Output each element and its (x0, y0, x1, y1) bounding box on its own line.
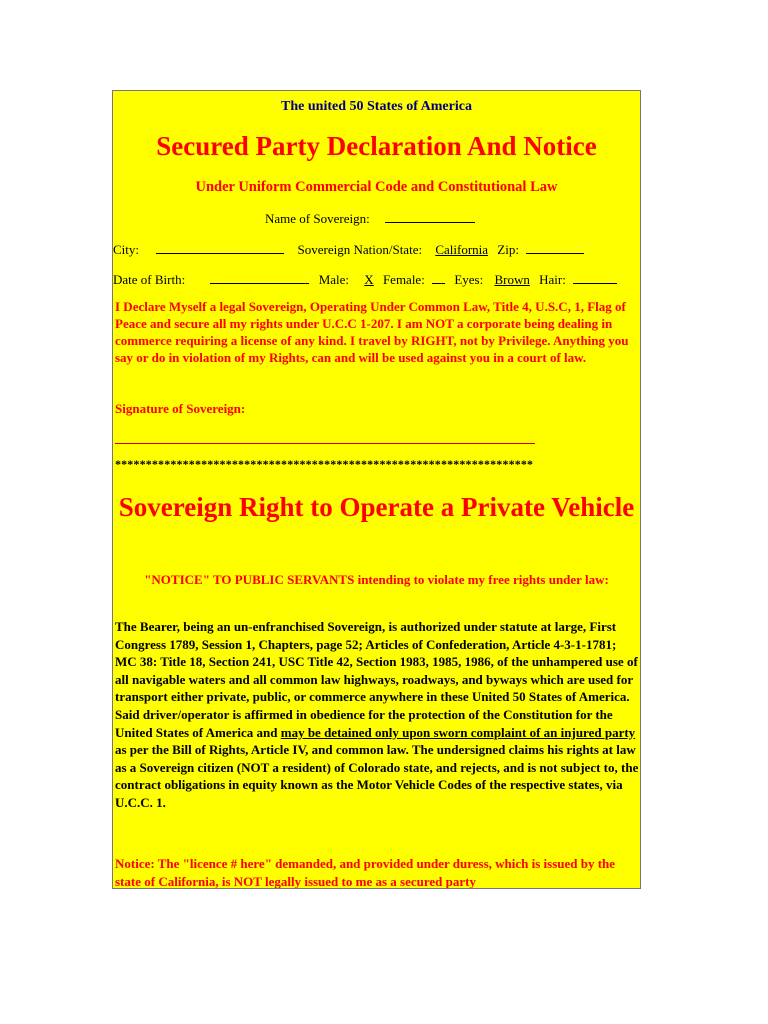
state-value: California (435, 242, 489, 257)
female-label: Female: (382, 272, 425, 287)
dob-blank[interactable] (210, 272, 309, 284)
detained-clause: may be detained only upon sworn complaint of an injured party (280, 724, 636, 740)
signature-label: Signature of Sovereign: (115, 401, 246, 416)
state-label: Sovereign Nation/State: (297, 242, 423, 257)
name-blank[interactable] (385, 211, 475, 223)
licence-notice: Notice: The "licence # here" demanded, and provided under duress, which is issued by the state of California, is NOT legally issued to me as a secured party (115, 856, 616, 889)
male-value: X (364, 272, 374, 287)
nation-heading: The united 50 States of America (281, 99, 472, 114)
declaration-title: Secured Party Declaration And Notice (156, 131, 597, 161)
section-title: Sovereign Right to Operate a Private Vehicle (118, 492, 635, 522)
male-label: Male: (318, 272, 350, 287)
document-page (112, 90, 641, 889)
zip-label: Zip: (497, 242, 519, 257)
separator: ******************************************************************** (115, 457, 534, 471)
hair-label: Hair: (539, 272, 566, 287)
bearer-text-continued: as per the Bill of Rights, Article IV, and common law. The undersigned claims his rights at law as a Sovereign citizen (NOT a resident) of Colorado state, and rejects, and is not subject to, the contract obligations in equity known as the Motor Vehicle Codes of the respective states, via U.C.C. 1. (115, 742, 639, 810)
public-servants-notice: "NOTICE" TO PUBLIC SERVANTS intending to violate my free rights under law: (144, 572, 609, 587)
city-blank[interactable] (156, 242, 284, 254)
dob-label: Date of Birth: (113, 272, 186, 287)
name-label: Name of Sovereign: (265, 211, 370, 226)
hair-blank[interactable] (573, 272, 617, 284)
dob-row (113, 272, 617, 288)
name-row (265, 211, 475, 227)
bearer-text: The Bearer, being an un-enfranchised Sovereign, is authorized under statute at large, First Congress 1789, Session 1, Chapters, page 52; Articles of Confederation, Article 4-3-1-1781; MC 38: Title 18, Section 241, USC Title 42, Section 1983, 1985, 1986, of the unhampered use of all navigable waters and all common law highways, roadways, and byways which are used for transport either private, public, or commerce anywhere in these United 50 States of America. Said driver/operator is affirmed in obedience for the protection of the Constitution for the United States of America and (115, 619, 638, 740)
eyes-label: Eyes: (454, 272, 484, 287)
declaration-subtitle: Under Uniform Commercial Code and Constitutional Law (195, 179, 558, 195)
city-label: City: (113, 242, 140, 257)
zip-blank[interactable] (526, 242, 584, 254)
eyes-value: Brown (494, 272, 530, 287)
bearer-paragraph (115, 618, 640, 812)
city-row (113, 242, 584, 258)
female-blank[interactable] (432, 272, 445, 284)
sovereign-declaration: I Declare Myself a legal Sovereign, Operating Under Common Law, Title 4, U.S.C, 1, Flag of Peace and secure all my rights under U.C.C 1-207. I am NOT a corporate being dealing in commerce requiring a license of any kind. I travel by RIGHT, not by Privilege. Anything you say or do in violation of my Rights, can and will be used against you in a court of law. (115, 299, 629, 365)
signature-line[interactable] (115, 443, 535, 444)
